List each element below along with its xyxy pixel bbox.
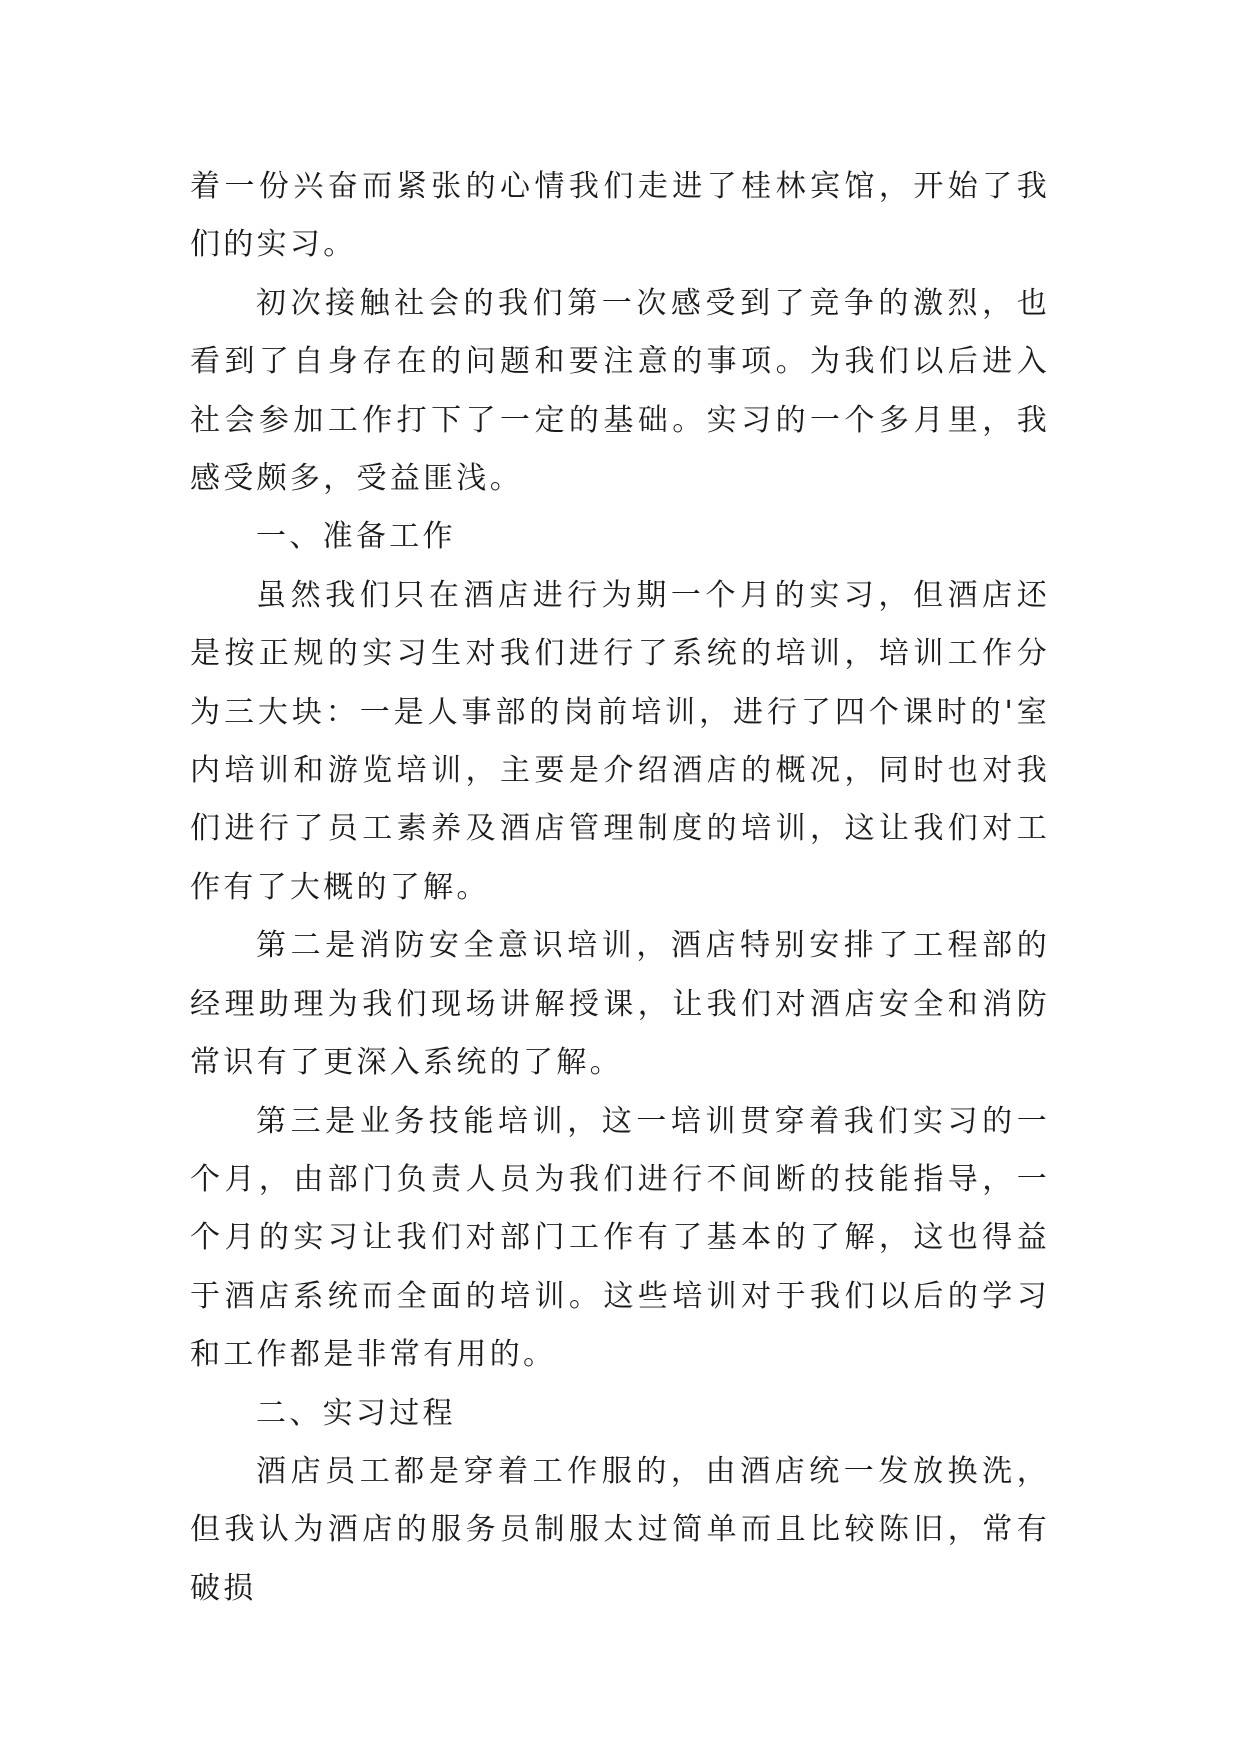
paragraph-skills-training: 第三是业务技能培训，这一培训贯穿着我们实习的一个月，由部门负责人员为我们进行不间断的技能指导，一个月的实习让我们对部门工作有了基本的了解，这也得益于酒店系统而全面的培训。这些培训对于我们以后的学习和工作都是非常有用的。 (190, 1103, 1050, 1373)
paragraph-uniforms: 酒店员工都是穿着工作服的，由酒店统一发放换洗，但我认为酒店的服务员制服太过简单而且比较陈旧，常有破损 (190, 1453, 1050, 1606)
paragraph-continuation: 着一份兴奋而紧张的心情我们走进了桂林宾馆，开始了我们的实习。 (190, 169, 1050, 263)
document-body (190, 158, 1050, 1618)
section-heading-internship-process: 二、实习过程 (256, 1395, 456, 1431)
section-heading-preparation: 一、准备工作 (256, 519, 456, 555)
paragraph-fire-safety-training: 第二是消防安全意识培训，酒店特别安排了工程部的经理助理为我们现场讲解授课，让我们对酒店安全和消防常识有了更深入系统的了解。 (190, 928, 1050, 1081)
paragraph-training-overview: 虽然我们只在酒店进行为期一个月的实习，但酒店还是按正规的实习生对我们进行了系统的培训，培训工作分为三大块：一是人事部的岗前培训，进行了四个课时的'室内培训和游览培训，主要是介绍酒店的概况，同时也对我们进行了员工素养及酒店管理制度的培训，这让我们对工作有了大概的了解。 (190, 577, 1050, 905)
paragraph-first-contact: 初次接触社会的我们第一次感受到了竞争的激烈，也看到了自身存在的问题和要注意的事项。为我们以后进入社会参加工作打下了一定的基础。实习的一个多月里，我感受颇多，受益匪浅。 (190, 285, 1050, 497)
